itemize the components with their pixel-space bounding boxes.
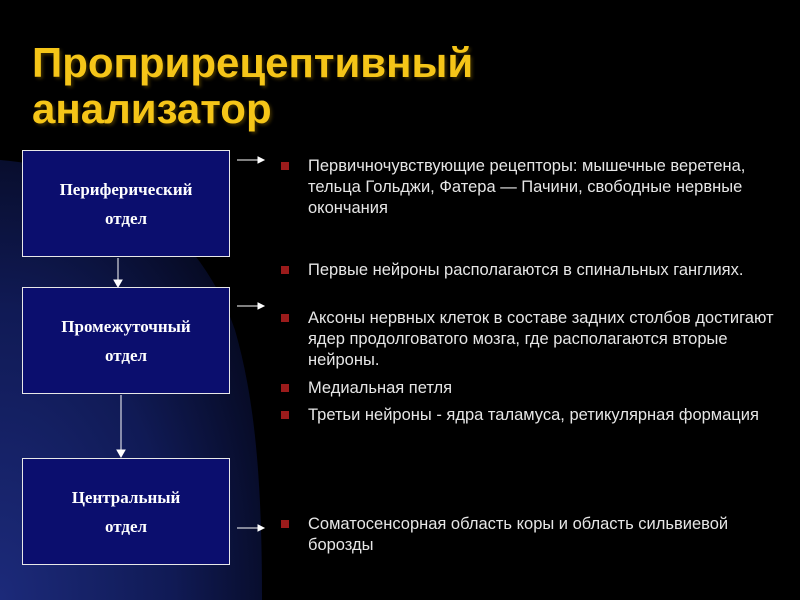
bullet-square-icon — [281, 520, 289, 528]
box-intermediate — [22, 287, 230, 394]
bullet-text: Соматосенсорная область коры и область сильвиевой борозды — [308, 515, 729, 554]
box-central — [22, 458, 230, 565]
bullet-receptors — [281, 156, 781, 219]
box-peripheral-line-1: Периферический — [59, 179, 193, 199]
title-line-2: анализатор — [32, 85, 272, 132]
bullet-text: Первичночувствующие рецепторы: мышечные веретена, тельца Гольджи, Фатера — Пачини, свободные нервные окончания — [308, 157, 746, 217]
bullet-square-icon — [281, 266, 289, 274]
arrow-right-3-head — [258, 525, 264, 531]
arrow-right-2-head — [258, 303, 264, 309]
box-intermediate-line-1: Промежуточный — [61, 316, 191, 336]
bullet-third-neurons — [281, 405, 781, 426]
bullet-first-neurons — [281, 260, 781, 281]
bullet-axons — [281, 308, 781, 371]
bullet-square-icon — [281, 314, 289, 322]
arrow-right-1-head — [258, 157, 264, 163]
bullet-square-icon — [281, 162, 289, 170]
bullet-text: Первые нейроны располагаются в спинальных ганглиях. — [308, 261, 744, 279]
title-line-1: Проприрецептивный — [32, 39, 474, 86]
box-intermediate-line-2: отдел — [104, 345, 148, 365]
bullet-medial-lemniscus — [281, 378, 781, 399]
box-central-line-2: отдел — [104, 516, 148, 536]
bullet-square-icon — [281, 384, 289, 392]
bullet-text: Медиальная петля — [308, 379, 453, 397]
bullet-text: Аксоны нервных клеток в составе задних столбов достигают ядер продолговатого мозга, где располагаются вторые нейроны. — [308, 309, 774, 369]
arrow-down-1-head — [114, 280, 122, 287]
bullet-square-icon — [281, 411, 289, 419]
arrow-down-2-head — [117, 450, 125, 457]
box-peripheral-line-2: отдел — [104, 208, 148, 228]
box-central-line-1: Центральный — [71, 487, 181, 507]
box-peripheral — [22, 150, 230, 257]
bullet-text: Третьи нейроны - ядра таламуса, ретикулярная формация — [308, 406, 759, 424]
bullet-cortex — [281, 514, 781, 556]
